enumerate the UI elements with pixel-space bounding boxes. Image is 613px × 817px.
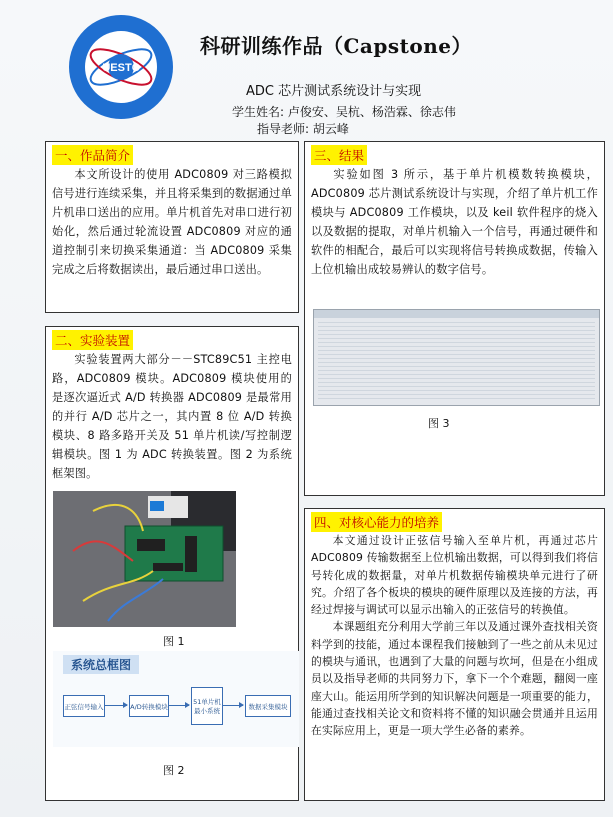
logo-text: UESTC (102, 62, 140, 74)
core-paragraph-2: 本课题组充分利用大学前三年以及通过课外查找相关资料学到的技能，通过本课程我们接触到了一些之前从未见过的模块与通讯，也遇到了大量的问题与坎坷，但是在小组成员以及指导老师的共同努力下，拿下一个个难题，翻阅一座座大山。能运用所学到的知识解决问题是一项重要的能力，能通过查找相关论文和资料将不懂的知识融会贯通并且运用在实际应用上，更是一项大学生必备的素养。 (311, 620, 598, 738)
fig2-caption: 图 2 (163, 764, 185, 777)
core-paragraph-1: 本文通过设计正弦信号输入至单片机，再通过芯片 ADC0809 传输数据至上位机输出数据，可以得到我们将信号转化成的数据量，对单片机数据传输模块单元进行了研究。介绍了各个板块的模块的硬件原理以及连接的方法，再经过焊接与调试可以显示出输入的正弦信号的转换值。 (311, 534, 598, 617)
serial-output-screenshot (313, 309, 600, 406)
poster-title: 科研训练作品（Capstone） (200, 34, 472, 58)
result-body: 实验如图 3 所示，基于单片机模数转换模块，ADC0809 芯片测试系统设计与实现，介绍了单片机工作模块与 ADC0809 工作模块，以及 keil 软件程序的烧入以及数据的提取，对单片机输入一个信号，再通过硬件和软件的相配合，最后可以实现将信号转换成数据，传输入上位机输出成较易辨认的数字信号。 (311, 168, 598, 276)
intro-section (45, 141, 299, 313)
diagram-box-input: 正弦信号输入 (63, 695, 105, 717)
diagram-arrow (105, 705, 127, 706)
uestc-logo (66, 12, 176, 122)
intro-title: 一、作品简介 (52, 145, 133, 165)
screenshot-data-lines (318, 322, 595, 401)
result-title: 三、结果 (311, 145, 367, 165)
diagram-arrow (169, 705, 189, 706)
diagram-box-adc: A/D转换模块 (129, 695, 169, 717)
device-title: 二、实验装置 (52, 330, 133, 350)
adc-board-photo (53, 491, 236, 627)
poster-subtitle: ADC 芯片测试系统设计与实现 (246, 84, 422, 99)
fig3-caption: 图 3 (428, 417, 450, 430)
intro-body: 本文所设计的使用 ADC0809 对三路模拟信号进行连续采集，并且将采集到的数据通过单片机串口送出的应用。单片机首先对串口进行初始化，然后通过轮流设置 ADC0809 对应的通道控制引来切换采集通道：当 ADC0809 采集完成之后将数据读出，最后通过串口送出。 (52, 168, 292, 276)
screenshot-titlebar (314, 310, 599, 318)
fig1-caption: 图 1 (163, 635, 185, 648)
core-body (311, 532, 598, 740)
system-diagram (53, 651, 299, 747)
device-body: 实验装置两大部分－－STC89C51 主控电路，ADC0809 模块。ADC0809 模块使用的是逐次逼近式 A/D 转换器 ADC0809 是最常用的并行 A/D 芯片之一，其内置 8 位 A/D 转换模块、8 路多路开关及 51 单片机读/写控制逻辑模块。图 1 为 ADC 转换装置。图 2 为系统框架图。 (52, 353, 292, 480)
diagram-arrow (223, 705, 243, 706)
core-title: 四、对核心能力的培养 (311, 512, 442, 532)
diagram-title: 系统总框图 (63, 655, 139, 674)
diagram-box-collect: 数据采集模块 (245, 695, 291, 717)
core-ability-section (304, 508, 605, 801)
authors-line: 学生姓名: 卢俊安、吴杭、杨浩霖、徐志伟 (232, 105, 456, 119)
diagram-box-mcu: 51单片机最小系统 (191, 687, 223, 725)
advisor-line: 指导老师: 胡云峰 (257, 122, 349, 136)
